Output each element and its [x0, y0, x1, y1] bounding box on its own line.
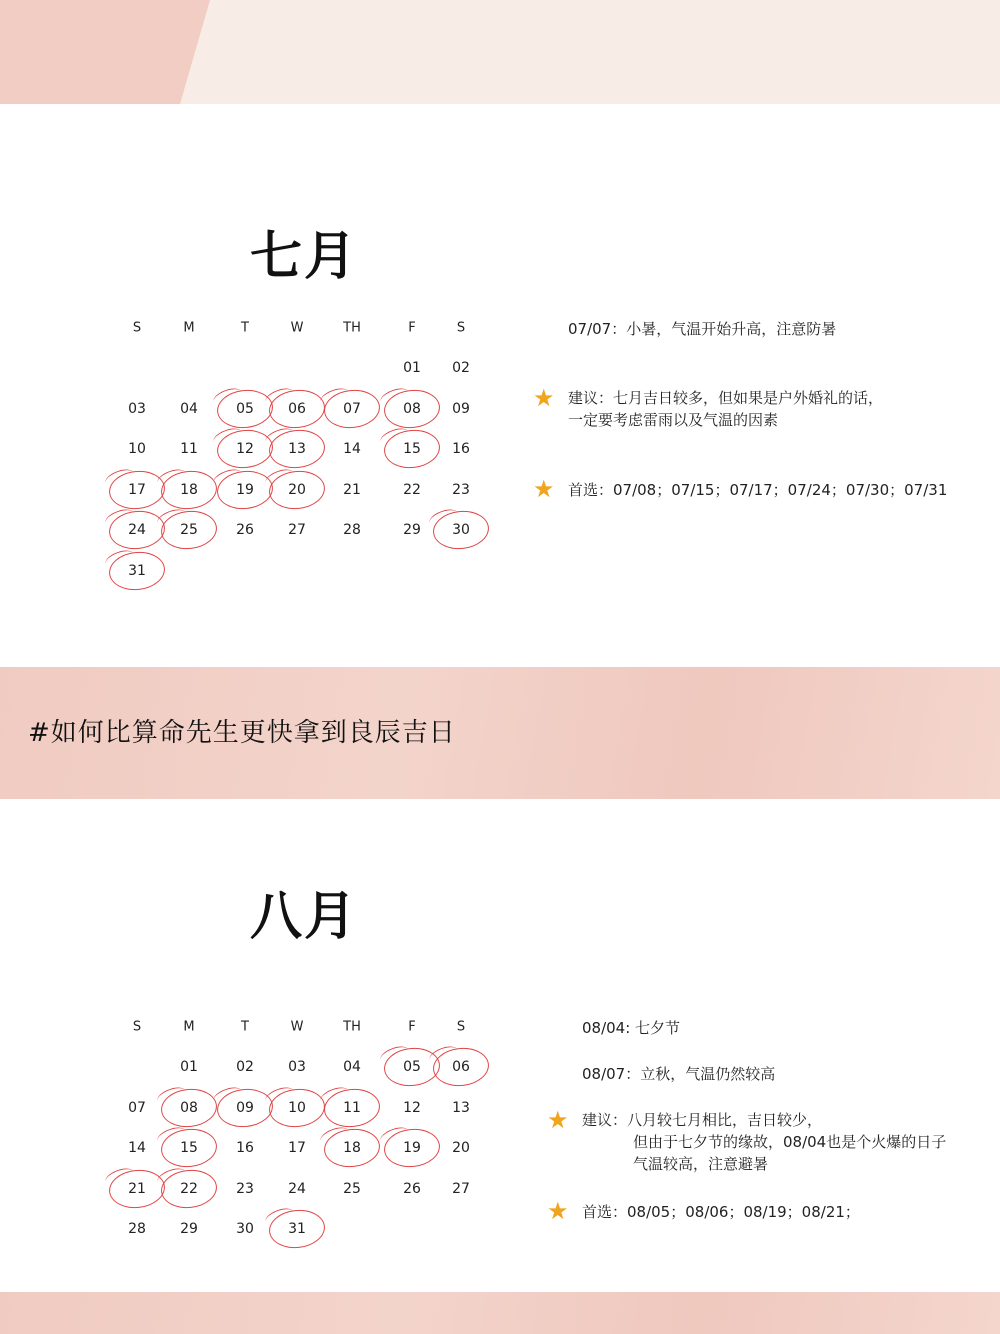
calendar-day: 03	[288, 1059, 306, 1075]
calendar-day: 28	[128, 1221, 146, 1237]
calendar-day: 13	[288, 441, 306, 457]
calendar-day: 02	[452, 360, 470, 376]
calendar-day: 01	[403, 360, 421, 376]
calendar-day: 30	[236, 1221, 254, 1237]
calendar-day: 25	[180, 522, 198, 538]
calendar-day: 11	[343, 1099, 361, 1116]
calendar-day: 28	[343, 522, 361, 538]
weekday-label: S	[132, 320, 142, 336]
month-title-july: 七月	[250, 227, 359, 287]
weekday-label: TH	[343, 1019, 361, 1035]
calendar-day: 31	[128, 562, 146, 579]
calendar-day: 27	[288, 522, 306, 538]
calendar-day: 26	[236, 522, 254, 538]
note-july-xiaoshu: 07/07：小暑，气温开始升高，注意防暑	[568, 320, 837, 338]
note-august-pick: 首选：08/05；08/06；08/19；08/21；	[582, 1203, 860, 1221]
calendar-day: 09	[236, 1099, 254, 1116]
calendar-day: 12	[403, 1099, 421, 1116]
weekday-label: W	[290, 320, 304, 336]
weekday-label: S	[132, 1019, 142, 1035]
note-august-qixi: 08/04: 七夕节	[582, 1019, 681, 1037]
weekday-label: F	[408, 1019, 416, 1035]
calendar-day: 05	[403, 1059, 421, 1075]
calendar-day: 14	[343, 441, 361, 457]
calendar-day: 21	[343, 481, 361, 498]
note-august-advice-line1: 建议：八月较七月相比，吉日较少，	[582, 1111, 823, 1129]
calendar-day: 13	[452, 1099, 470, 1116]
calendar-day: 12	[236, 441, 254, 457]
calendar-day: 08	[180, 1099, 198, 1116]
star-icon: ★	[547, 1197, 569, 1225]
weekday-label: S	[456, 320, 466, 336]
calendar-day: 15	[403, 441, 421, 457]
calendar-day: 27	[452, 1180, 470, 1197]
calendar-day: 16	[236, 1140, 254, 1156]
calendar-day: 31	[288, 1221, 306, 1237]
note-august-advice-line3: 气温较高，注意避暑	[633, 1155, 769, 1173]
weekday-label: F	[408, 320, 416, 336]
hashtag-banner: #如何比算命先生更快拿到良辰吉日	[28, 718, 456, 748]
calendar-day: 24	[288, 1180, 306, 1197]
calendar-day: 30	[452, 522, 470, 538]
calendar-day: 02	[236, 1059, 254, 1075]
note-august-advice	[582, 1109, 946, 1175]
calendar-day: 21	[128, 1180, 146, 1197]
calendar-day: 20	[288, 481, 306, 498]
weekday-label: M	[183, 1019, 195, 1035]
calendar-day: 23	[236, 1180, 254, 1197]
note-july-advice-line2: 一定要考虑雷雨以及气温的因素	[568, 411, 779, 429]
calendar-day: 09	[452, 400, 470, 417]
weekday-label: S	[456, 1019, 466, 1035]
calendar-day: 23	[452, 481, 470, 498]
calendar-day: 25	[343, 1180, 361, 1197]
calendar-day: 19	[236, 481, 254, 498]
calendar-day: 20	[452, 1140, 470, 1156]
calendar-day: 06	[288, 400, 306, 417]
calendar-day: 03	[128, 400, 146, 417]
month-title-august: 八月	[250, 887, 359, 947]
calendar-day: 17	[128, 481, 146, 498]
calendar-day: 08	[403, 400, 421, 417]
calendar-day: 26	[403, 1180, 421, 1197]
calendar-day: 04	[180, 400, 198, 417]
calendar-day: 04	[343, 1059, 361, 1075]
weekday-label: T	[241, 320, 249, 336]
star-icon: ★	[533, 475, 555, 503]
calendar-day: 18	[180, 481, 198, 498]
weekday-label: T	[241, 1019, 249, 1035]
calendar-day: 05	[236, 400, 254, 417]
weekday-label: M	[183, 320, 195, 336]
calendar-day: 15	[180, 1140, 198, 1156]
calendar-day: 22	[403, 481, 421, 498]
calendar-day: 06	[452, 1059, 470, 1075]
weekday-label: TH	[343, 320, 361, 336]
calendar-day: 01	[180, 1059, 198, 1075]
calendar-day: 07	[343, 400, 361, 417]
calendar-day: 07	[128, 1099, 146, 1116]
note-august-advice-line2: 但由于七夕节的缘故，08/04也是个火爆的日子	[633, 1133, 947, 1151]
calendar-day: 19	[403, 1140, 421, 1156]
calendar-day: 24	[128, 522, 146, 538]
calendar-day: 10	[128, 441, 146, 457]
calendar-day: 17	[288, 1140, 306, 1156]
note-july-advice	[568, 387, 883, 431]
calendar-day: 18	[343, 1140, 361, 1156]
star-icon: ★	[533, 384, 555, 412]
note-july-advice-line1: 建议：七月吉日较多，但如果是户外婚礼的话，	[568, 389, 884, 407]
calendar-day: 14	[128, 1140, 146, 1156]
weekday-label: W	[290, 1019, 304, 1035]
calendar-day: 10	[288, 1099, 306, 1116]
paper-texture-bottom	[0, 1292, 1000, 1334]
calendar-day: 11	[180, 441, 198, 457]
star-icon: ★	[547, 1106, 569, 1134]
calendar-day: 22	[180, 1180, 198, 1197]
note-august-liqiu: 08/07：立秋，气温仍然较高	[582, 1065, 776, 1083]
note-july-pick: 首选：07/08；07/15；07/17；07/24；07/30；07/31	[568, 481, 948, 499]
calendar-day: 29	[403, 522, 421, 538]
calendar-day: 29	[180, 1221, 198, 1237]
calendar-day: 16	[452, 441, 470, 457]
